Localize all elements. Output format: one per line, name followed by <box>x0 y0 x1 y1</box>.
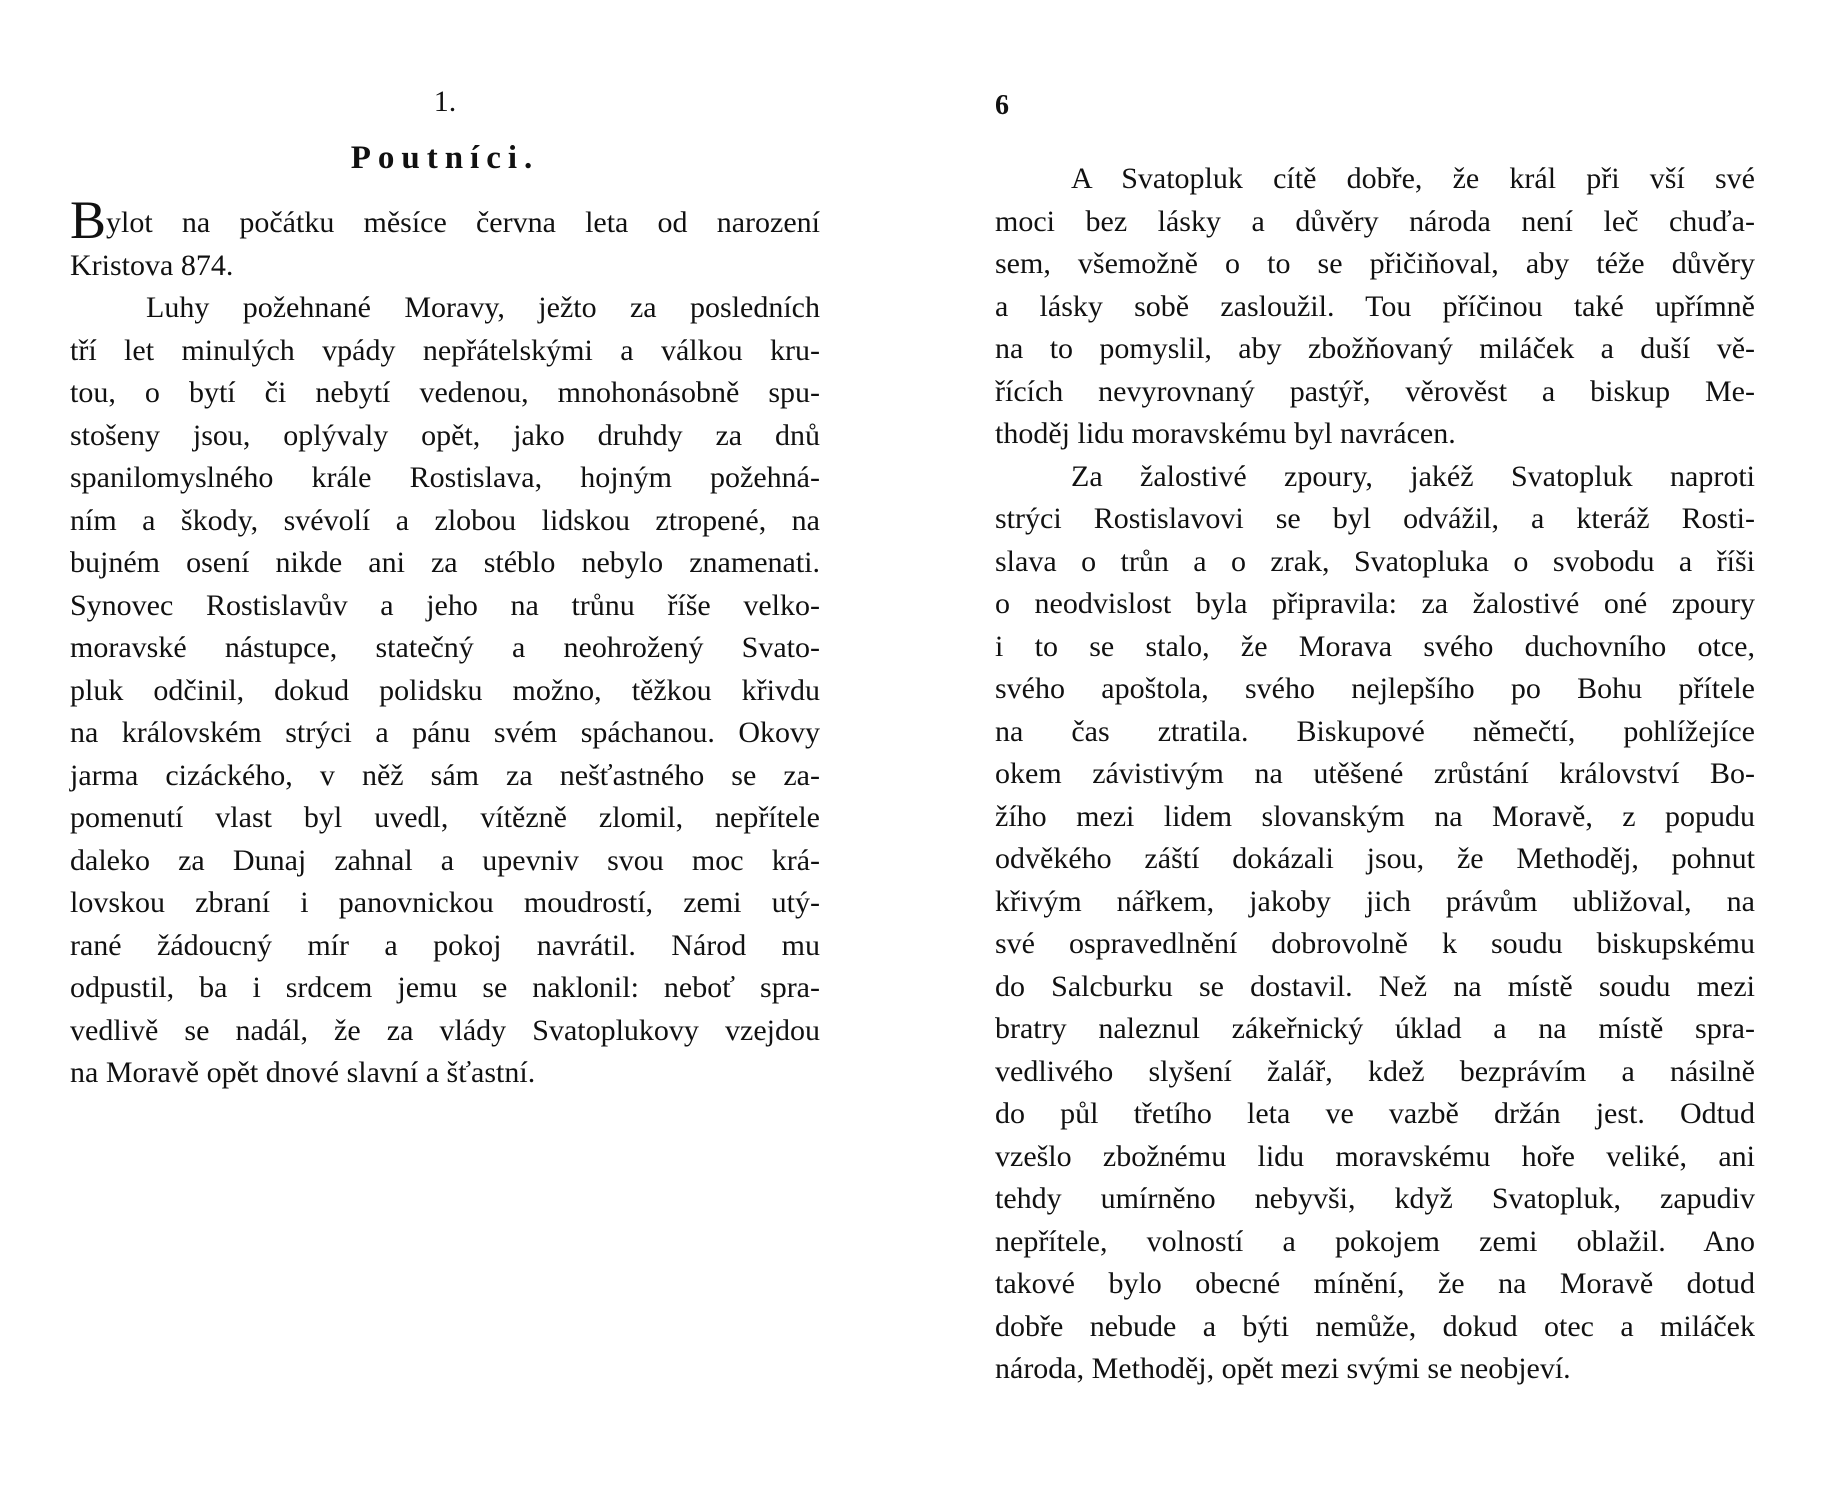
text-line: spanilomyslného krále Rostislava, hojným požehná- <box>70 461 820 494</box>
text-line: a lásky sobě zasloužil. Tou příčinou také upřímně <box>995 289 1755 323</box>
text-line: jarma cizáckého, v něž sám za nešťastného se za- <box>70 758 820 792</box>
text-line: A Svatopluk cítě dobře, že král při vší své <box>1071 162 1755 195</box>
text-line: do půl třetího leta ve vazbě držán jest. Odtud <box>995 1097 1755 1130</box>
text-line: moci bez lásky a důvěry národa není leč chuďa- <box>995 204 1755 238</box>
text-line: lovskou zbraní i panovnickou moudrostí, zemi utý- <box>70 886 820 919</box>
text-line: národa, Methoděj, opět mezi svými se neobjeví. <box>995 1352 1571 1385</box>
text-line: tou, o bytí či nebytí vedenou, mnohonásobně spu- <box>70 376 820 409</box>
right-page-body <box>995 158 1755 1391</box>
text-line: thoděj lidu moravskému byl navrácen. <box>995 417 1456 450</box>
right-page <box>995 0 1755 1500</box>
page-number: 6 <box>995 90 1009 121</box>
text-line: stošeny jsou, oplývaly opět, jako druhdy za dnů <box>70 418 820 452</box>
text-line: řících nevyrovnaný pastýř, věrověst a biskup Me- <box>995 374 1755 408</box>
line-text: ylot na počátku měsíce června leta od narození <box>106 206 820 239</box>
text-line: do Salcburku se dostavil. Než na místě soudu mezi <box>995 969 1755 1003</box>
text-line: tehdy umírněno nebyvši, když Svatopluk, zapudiv <box>995 1182 1755 1215</box>
text-line: sem, všemožně o to se přičiňoval, aby téže důvěry <box>995 247 1755 280</box>
text-line: křivým nářkem, jakoby jich právům ubližoval, na <box>995 884 1755 918</box>
left-page <box>70 0 820 1500</box>
chapter-title: Poutníci. <box>350 140 540 176</box>
text-line: pluk odčinil, dokud polidsku možno, těžkou křivdu <box>70 673 820 707</box>
text-line: tří let minulých vpády nepřátelskými a válkou kru- <box>70 333 820 367</box>
text-line: Kristova 874. <box>70 248 234 282</box>
text-line: bratry naleznul zákeřnický úklad a na místě spra- <box>995 1012 1755 1045</box>
text-line: na královském strýci a pánu svém spáchanou. Okovy <box>70 716 820 749</box>
chapter-number: 1. <box>433 85 457 118</box>
text-line: odvěkého záští dokázali jsou, že Methoděj, pohnut <box>995 842 1755 875</box>
text-line: na to pomyslil, aby zbožňovaný miláček a duší vě- <box>995 332 1755 365</box>
text-line: rané žádoucný mír a pokoj navrátil. Národ mu <box>70 928 820 962</box>
text-line: dobře nebude a býti nemůže, dokud otec a miláček <box>995 1309 1755 1343</box>
text-line: své ospravedlnění dobrovolně k soudu biskupskému <box>995 927 1755 960</box>
text-line: okem závistivým na utěšené zrůstání království Bo- <box>995 757 1755 790</box>
text-line: bujném osení nikde ani za stéblo nebylo znamenati. <box>70 546 820 579</box>
text-line: nepřítele, volností a pokojem zemi oblažil. Ano <box>995 1224 1755 1258</box>
text-line: na čas ztratila. Biskupové němečtí, pohlížejíce <box>995 714 1755 748</box>
text-line: takové bylo obecné mínění, že na Moravě dotud <box>995 1267 1755 1300</box>
text-line: slava o trůn a o zrak, Svatopluka o svobodu a říši <box>995 544 1755 578</box>
text-line: ním a škody, svévolí a zlobou lidskou ztropené, na <box>70 503 820 537</box>
text-line: Luhy požehnané Moravy, ježto za posledních <box>146 291 820 324</box>
text-line: svého apoštola, svého nejlepšího po Bohu přítele <box>995 672 1755 705</box>
text-line: i to se stalo, že Morava svého duchovního otce, <box>995 629 1755 663</box>
text-line: vedlivého slyšení žalář, kdež bezprávím a násilně <box>995 1054 1755 1088</box>
text-line: moravské nástupce, statečný a neohrožený Svato- <box>70 631 820 664</box>
text-line <box>70 190 820 250</box>
text-line: pomenutí vlast byl uvedl, vítězně zlomil, nepřítele <box>70 801 820 834</box>
text-line: o neodvislost byla připravila: za žalostivé oné zpoury <box>995 587 1755 620</box>
text-line: žího mezi lidem slovanským na Moravě, z popudu <box>995 799 1755 833</box>
text-line: Synovec Rostislavův a jeho na trůnu říše velko- <box>70 588 820 622</box>
text-line: vedlivě se nadál, že za vlády Svatoplukovy vzejdou <box>70 1013 820 1047</box>
left-page-body <box>70 190 820 1095</box>
text-line: strýci Rostislavovi se byl odvážil, a kteráž Rosti- <box>995 502 1755 535</box>
text-line: na Moravě opět dnové slavní a šťastní. <box>70 1056 536 1089</box>
text-line: daleko za Dunaj zahnal a upevniv svou moc krá- <box>70 843 820 877</box>
text-line: odpustil, ba i srdcem jemu se naklonil: neboť spra- <box>70 971 820 1004</box>
text-line: Za žalostivé zpoury, jakéž Svatopluk naproti <box>1071 459 1755 493</box>
drop-cap: B <box>70 190 107 250</box>
text-line: vzešlo zbožnému lidu moravskému hoře veliké, ani <box>995 1139 1755 1173</box>
